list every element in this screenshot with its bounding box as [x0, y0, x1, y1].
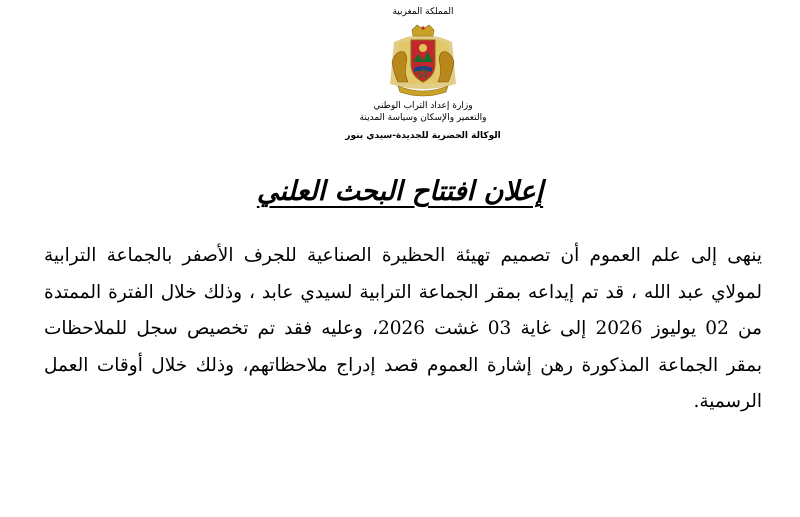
- agency-name: الوكالة الحضرية للجديدة-سيدي بنور: [345, 131, 501, 141]
- announcement-body: ينهى إلى علم العموم أن تصميم تهيئة الحظيرة الصناعية للجرف الأصفر بالجماعة الترابية لمولاي عبد الله ، قد تم إيداعه بمقر الجماعة الترابية لسيدي عابد ، وذلك خلال الفترة الممتدة من 02 يوليوز 2026 إلى غاية 03 غشت 2026، وعليه فقد تم تخصيص سجل للملاحظات بمقر الجماعة المذكورة رهن إشارة العموم قصد إدراج ملاحظاتهم، وذلك خلال أوقات العمل الرسمية.: [44, 245, 763, 412]
- letterhead: [300, 6, 546, 142]
- coat-of-arms-icon: [384, 24, 462, 100]
- ministry-name-line-1: وزارة إعداد التراب الوطني: [373, 101, 473, 111]
- kingdom-name: المملكة المغربية: [392, 7, 454, 17]
- announcement-title: إعلان افتتاح البحث العلني: [256, 176, 544, 207]
- ministry-name-line-2: والتعمير والإسكان وسياسة المدينة: [359, 113, 487, 123]
